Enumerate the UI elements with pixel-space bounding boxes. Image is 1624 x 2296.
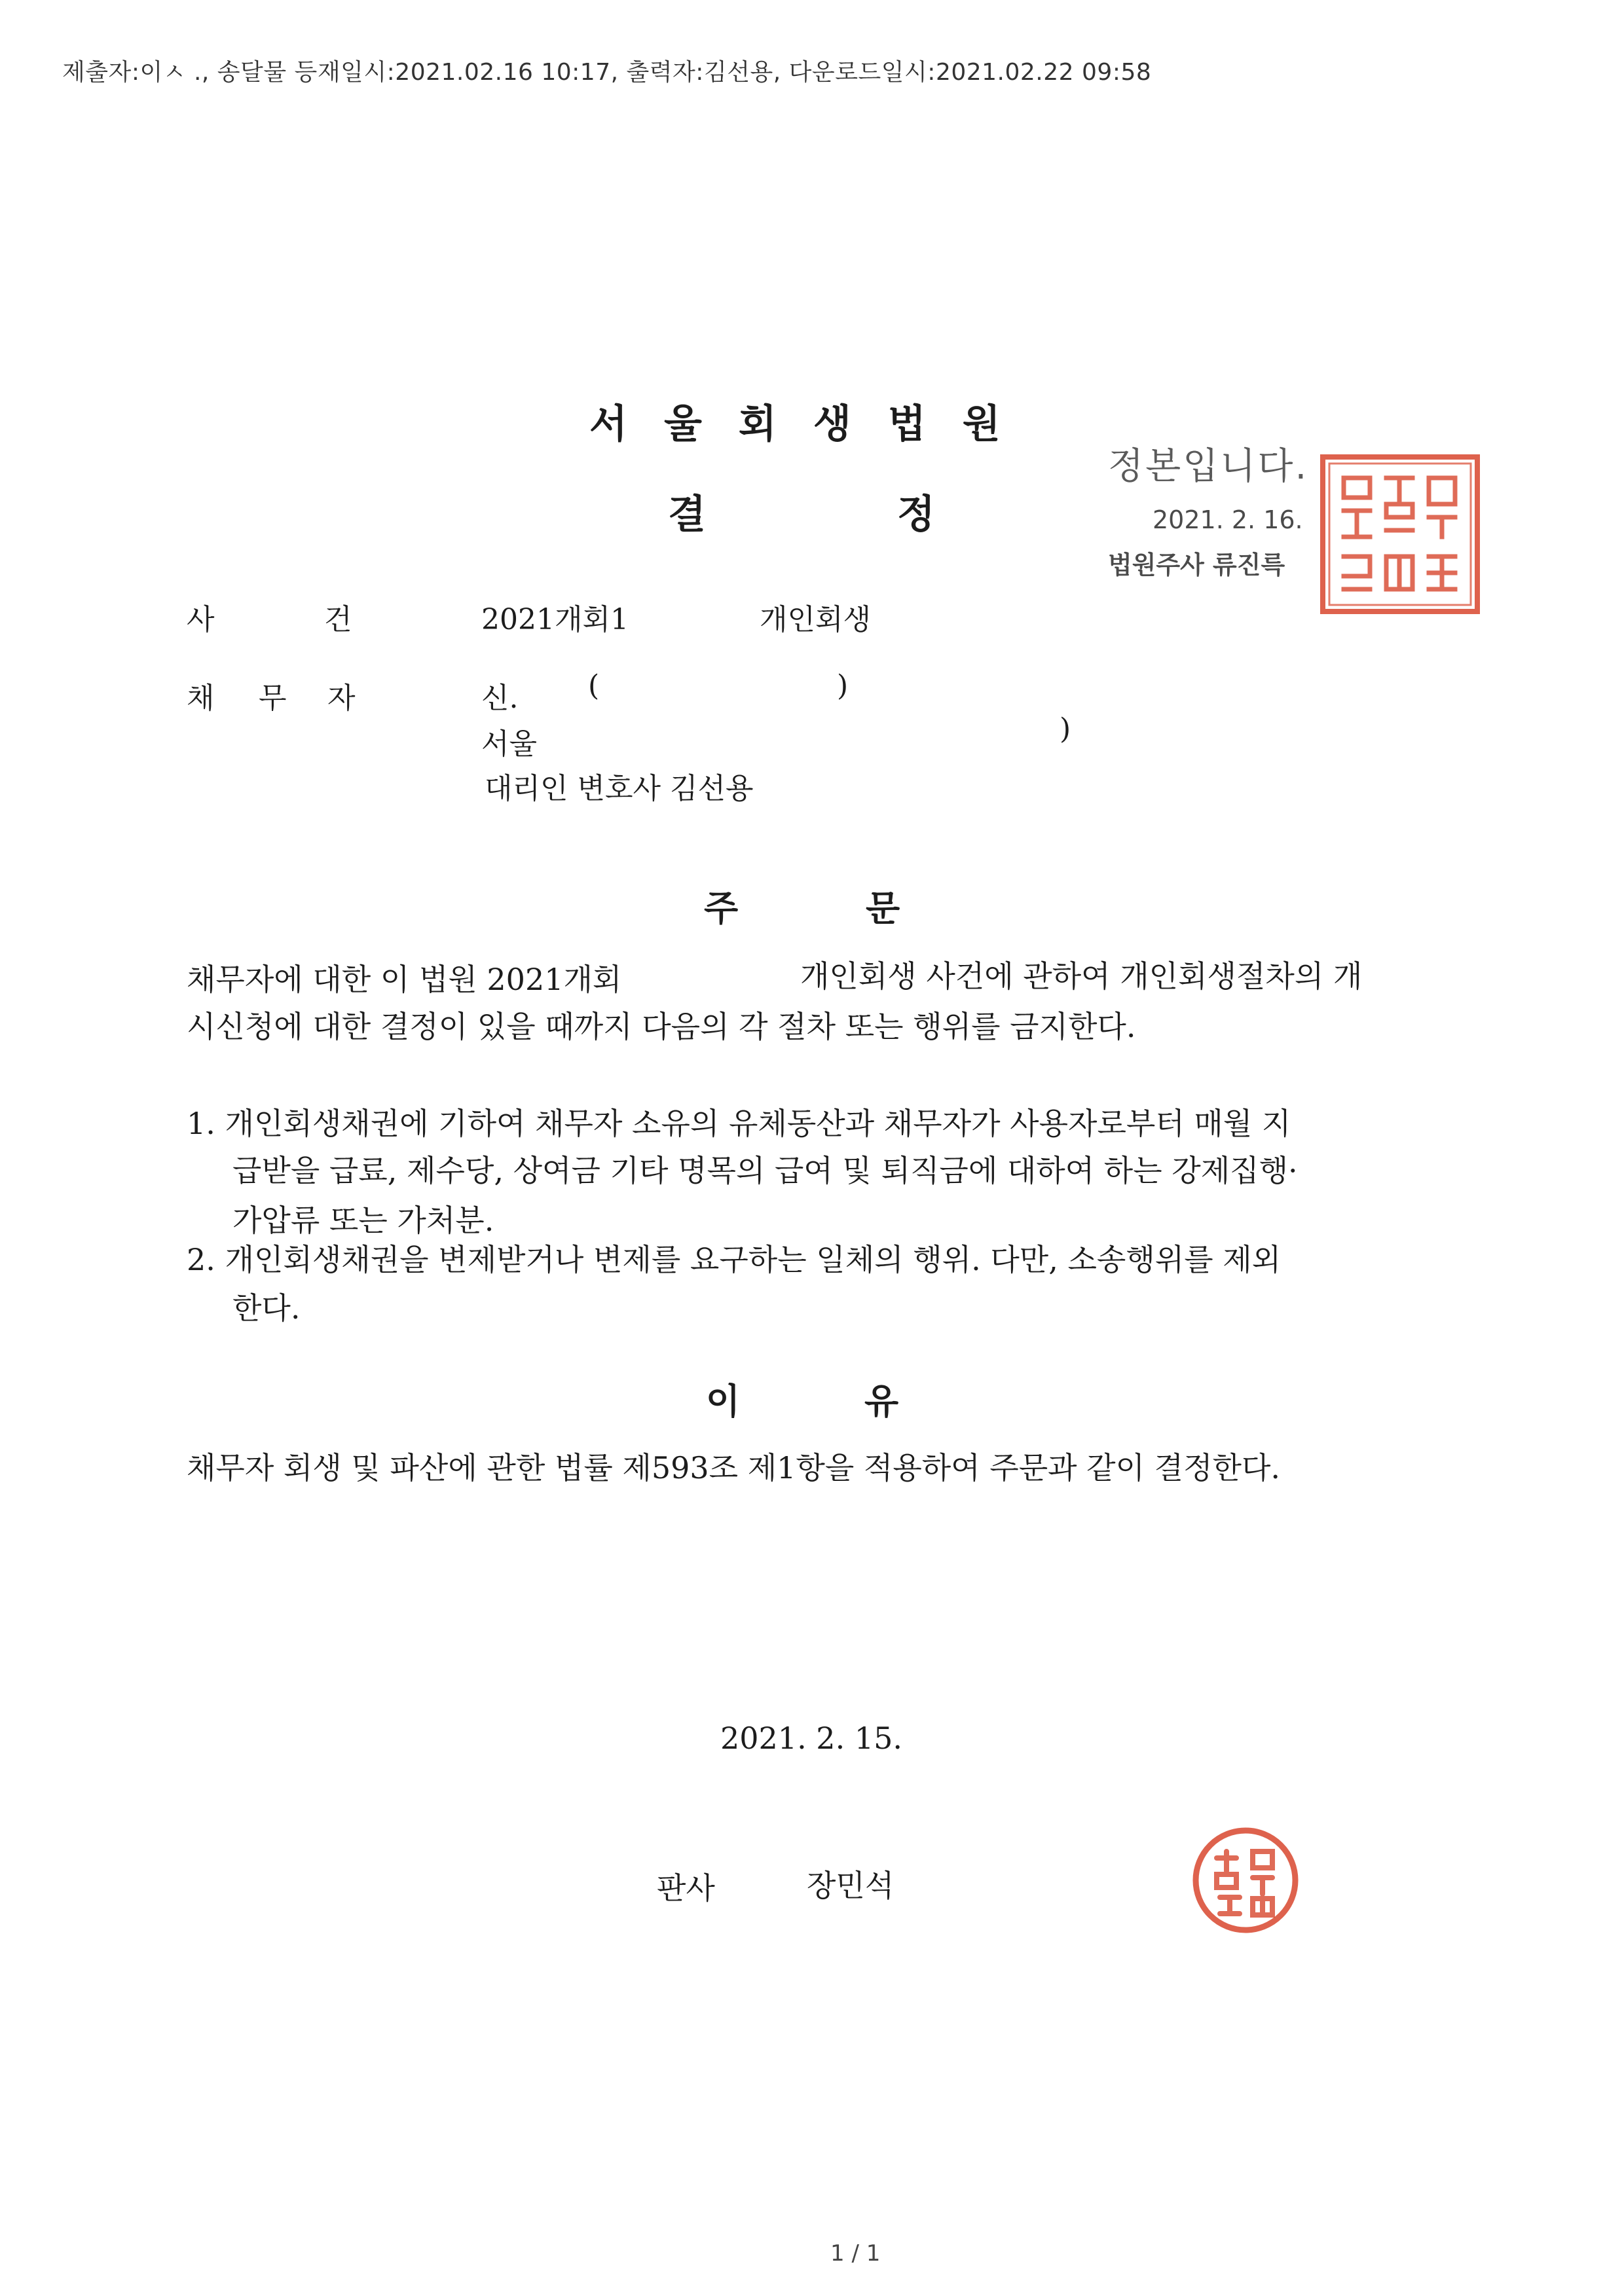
court-seal-stamp (1318, 452, 1483, 617)
order-item-1-line-2: 급받을 급료, 제수당, 상여금 기타 명목의 급여 및 퇴직금에 대하여 하는 강제집행· (232, 1153, 1298, 1188)
reason-heading-char-2: 유 (864, 1380, 899, 1422)
debtor-agent: 대리인 변호사 김선용 (485, 772, 754, 805)
debtor-label-char-2: 무 (259, 682, 287, 715)
order-intro-line-2: 시신청에 대한 결정이 있을 때까지 다음의 각 절차 또는 행위를 금지한다. (187, 1009, 1136, 1044)
order-heading-char-2: 문 (866, 887, 900, 929)
order-intro-line-1a: 채무자에 대한 이 법원 2021개회 (187, 962, 622, 997)
debtor-name: 신. (481, 682, 519, 715)
reason-text: 채무자 회생 및 파산에 관한 법률 제593조 제1항을 적용하여 주문과 같이 결정한다. (187, 1450, 1281, 1485)
judge-title: 판사 (657, 1870, 715, 1906)
certified-copy-title: 정본입니다. (1108, 445, 1309, 488)
case-type: 개인회생 (760, 603, 872, 636)
order-item-1-line-3: 가압류 또는 가처분. (232, 1203, 494, 1238)
debtor-id-paren-open: ( (588, 669, 600, 702)
debtor-address: 서울 (481, 727, 538, 761)
order-item-1-line-1: 1. 개인회생채권에 기하여 채무자 소유의 유체동산과 채무자가 사용자로부터 매월 지 (187, 1106, 1291, 1141)
certified-copy-date: 2021. 2. 16. (1153, 505, 1303, 534)
order-heading-char-1: 주 (704, 887, 739, 929)
certified-copy-clerk: 법원주사 류진륵 (1108, 551, 1285, 579)
debtor-label-char-1: 채 (187, 682, 215, 715)
debtor-id-paren-close: ) (837, 669, 849, 702)
page-number: 1 / 1 (830, 2240, 881, 2267)
court-name: 서울회생법원 (589, 401, 1037, 447)
doc-title-char-2: 정 (897, 492, 935, 538)
order-item-2-line-1: 2. 개인회생채권을 변제받거나 변제를 요구하는 일체의 행위. 다만, 소송행위를 제외 (187, 1242, 1282, 1277)
case-label-char-2: 건 (324, 603, 352, 636)
order-item-2-line-2: 한다. (232, 1290, 301, 1326)
judge-name: 장민석 (807, 1868, 895, 1903)
decision-date: 2021. 2. 15. (720, 1721, 902, 1756)
download-header: 제출자:이ㅅ ., 송달물 등재일시:2021.02.16 10:17, 출력자:김선용, 다운로드일시:2021.02.22 09:58 (62, 59, 1152, 86)
order-intro-line-1b: 개인회생 사건에 관하여 개인회생절차의 개 (800, 958, 1363, 994)
judge-seal-stamp (1190, 1825, 1301, 1935)
debtor-label-char-3: 자 (327, 682, 356, 715)
doc-title-char-1: 결 (668, 492, 706, 538)
debtor-address-paren-close: ) (1060, 712, 1071, 746)
case-number: 2021개회1 (481, 603, 629, 636)
reason-heading-char-1: 이 (706, 1380, 741, 1422)
case-label-char-1: 사 (187, 603, 215, 636)
